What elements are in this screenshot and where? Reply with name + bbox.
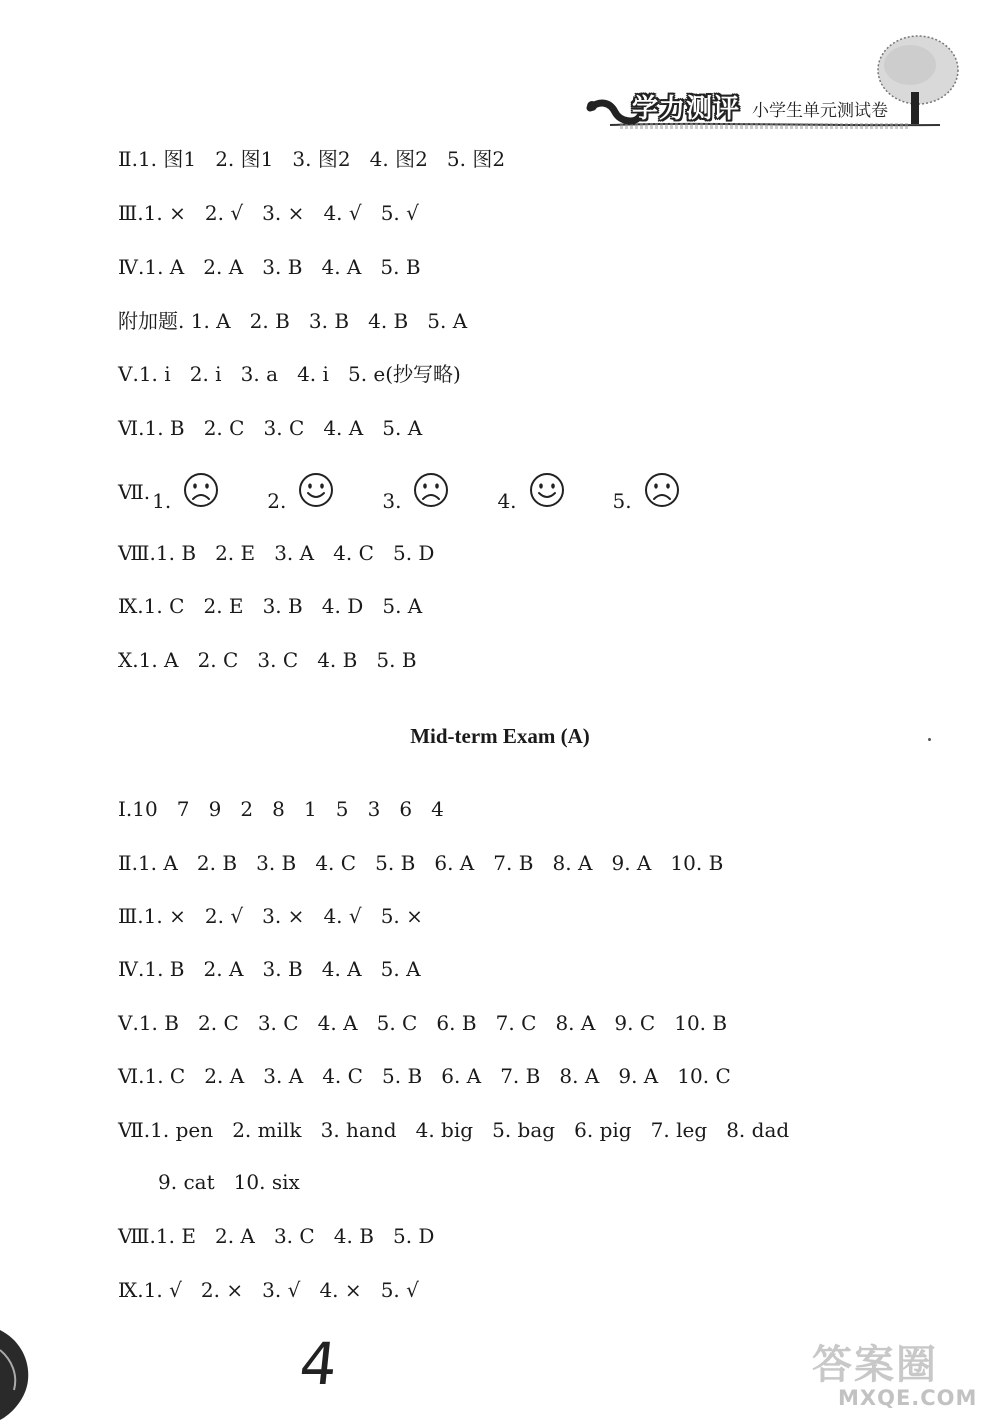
item-number: 2. <box>267 488 287 513</box>
sad-face-icon <box>183 472 219 508</box>
section-numeral: Ⅳ. <box>118 957 145 981</box>
section-numeral: Ⅴ. <box>118 362 139 386</box>
face-answer-item <box>613 472 728 513</box>
section-numeral: Ⅲ. <box>118 201 144 225</box>
banner-title: 学力测评 <box>632 94 741 124</box>
answer-line <box>118 1064 731 1088</box>
watermark-text: 答案圈 <box>812 1342 938 1388</box>
item-number: 5. <box>612 488 632 513</box>
answer-text: 1. × 2. √ 3. × 4. √ 5. √ <box>143 201 419 225</box>
answer-line <box>118 255 421 279</box>
face-answer-item <box>267 472 382 513</box>
section-numeral: Ⅱ. <box>118 147 138 171</box>
answer-line <box>118 1118 789 1142</box>
happy-face-icon <box>529 472 565 508</box>
answer-text: 9. cat 10. six <box>158 1170 300 1194</box>
section-title: Mid-term Exam (A) <box>410 724 590 748</box>
answer-text: 1. A 2. C 3. C 4. B 5. B <box>138 648 417 672</box>
answer-text: 1. × 2. √ 3. × 4. √ 5. × <box>143 904 423 928</box>
answer-line <box>118 201 419 225</box>
answer-text: 1. B 2. C 3. C 4. A 5. A <box>144 416 423 440</box>
answer-line <box>118 309 467 333</box>
section-numeral: Ⅷ. <box>118 541 156 565</box>
answer-line <box>118 648 417 672</box>
answer-text: 1. 图1 2. 图1 3. 图2 4. 图2 5. 图2 <box>137 147 506 171</box>
section-numeral: Ⅵ. <box>118 1064 145 1088</box>
answer-line <box>118 147 505 171</box>
answer-line <box>118 904 423 928</box>
section-numeral: Ⅰ. <box>118 797 133 821</box>
answer-text: 1. C 2. A 3. A 4. C 5. B 6. A 7. B 8. A 9. A 10. C <box>144 1064 731 1088</box>
happy-face-icon <box>298 472 334 508</box>
answer-line <box>118 851 723 875</box>
answer-text: 1. C 2. E 3. B 4. D 5. A <box>143 594 423 618</box>
sad-face-icon <box>644 472 680 508</box>
section-numeral: 附加题. <box>118 309 185 333</box>
answer-text: 1. B 2. A 3. B 4. A 5. A <box>144 957 421 981</box>
answer-text: 1. A 2. A 3. B 4. A 5. B <box>144 255 421 279</box>
section-numeral: Ⅱ. <box>118 851 138 875</box>
item-number: 1. <box>152 488 172 513</box>
faces-answer-line <box>118 474 728 513</box>
face-answer-item <box>497 472 612 513</box>
answer-text: 1. E 2. A 3. C 4. B 5. D <box>155 1224 435 1248</box>
item-number: 4. <box>497 488 517 513</box>
section-numeral: Ⅶ. <box>118 480 151 504</box>
face-answer-item <box>152 472 267 513</box>
section-numeral: Ⅶ. <box>118 1118 151 1142</box>
answer-line <box>118 541 434 565</box>
answer-line <box>118 1278 419 1302</box>
answer-text: 1. √ 2. × 3. √ 4. × 5. √ <box>143 1278 419 1302</box>
watermark-url: MXQE.COM <box>838 1386 978 1410</box>
sad-face-icon <box>413 472 449 508</box>
face-answer-item <box>382 472 497 513</box>
answer-text: 1. i 2. i 3. a 4. i 5. e(抄写略) <box>138 362 461 386</box>
answer-line <box>118 362 461 386</box>
section-numeral: Ⅳ. <box>118 255 145 279</box>
answer-line <box>118 1224 434 1248</box>
answer-line <box>118 797 444 821</box>
section-numeral: Ⅲ. <box>118 904 144 928</box>
page-number: 4 <box>296 1330 341 1398</box>
leaf-decoration-icon <box>0 1320 50 1423</box>
answer-text: 1. B 2. E 3. A 4. C 5. D <box>155 541 435 565</box>
answer-line <box>118 957 421 981</box>
speck <box>928 738 931 741</box>
corner-decoration <box>0 1320 50 1423</box>
answer-text: 1. B 2. C 3. C 4. A 5. C 6. B 7. C 8. A 9. C 10. B <box>138 1011 728 1035</box>
item-number: 3. <box>382 488 402 513</box>
answer-text: 1. A 2. B 3. B 4. B 5. A <box>184 309 468 333</box>
answer-line <box>118 594 422 618</box>
answer-text: 10 7 9 2 8 1 5 3 6 4 <box>132 797 444 821</box>
answer-line <box>118 1011 727 1035</box>
section-numeral: Ⅸ. <box>118 1278 144 1302</box>
section-numeral: Ⅸ. <box>118 594 144 618</box>
answer-line <box>118 416 422 440</box>
section-numeral: Ⅴ. <box>118 1011 139 1035</box>
answer-text: 1. A 2. B 3. B 4. C 5. B 6. A 7. B 8. A 9. A 10. B <box>137 851 724 875</box>
answer-line-continuation <box>158 1170 300 1194</box>
answer-text: 1. pen 2. milk 3. hand 4. big 5. bag 6. pig 7. leg 8. dad <box>150 1118 790 1142</box>
section-numeral: Ⅷ. <box>118 1224 156 1248</box>
section-numeral: Ⅹ. <box>118 648 139 672</box>
section-numeral: Ⅵ. <box>118 416 145 440</box>
banner-subtitle: 小学生单元测试卷 <box>752 101 888 121</box>
